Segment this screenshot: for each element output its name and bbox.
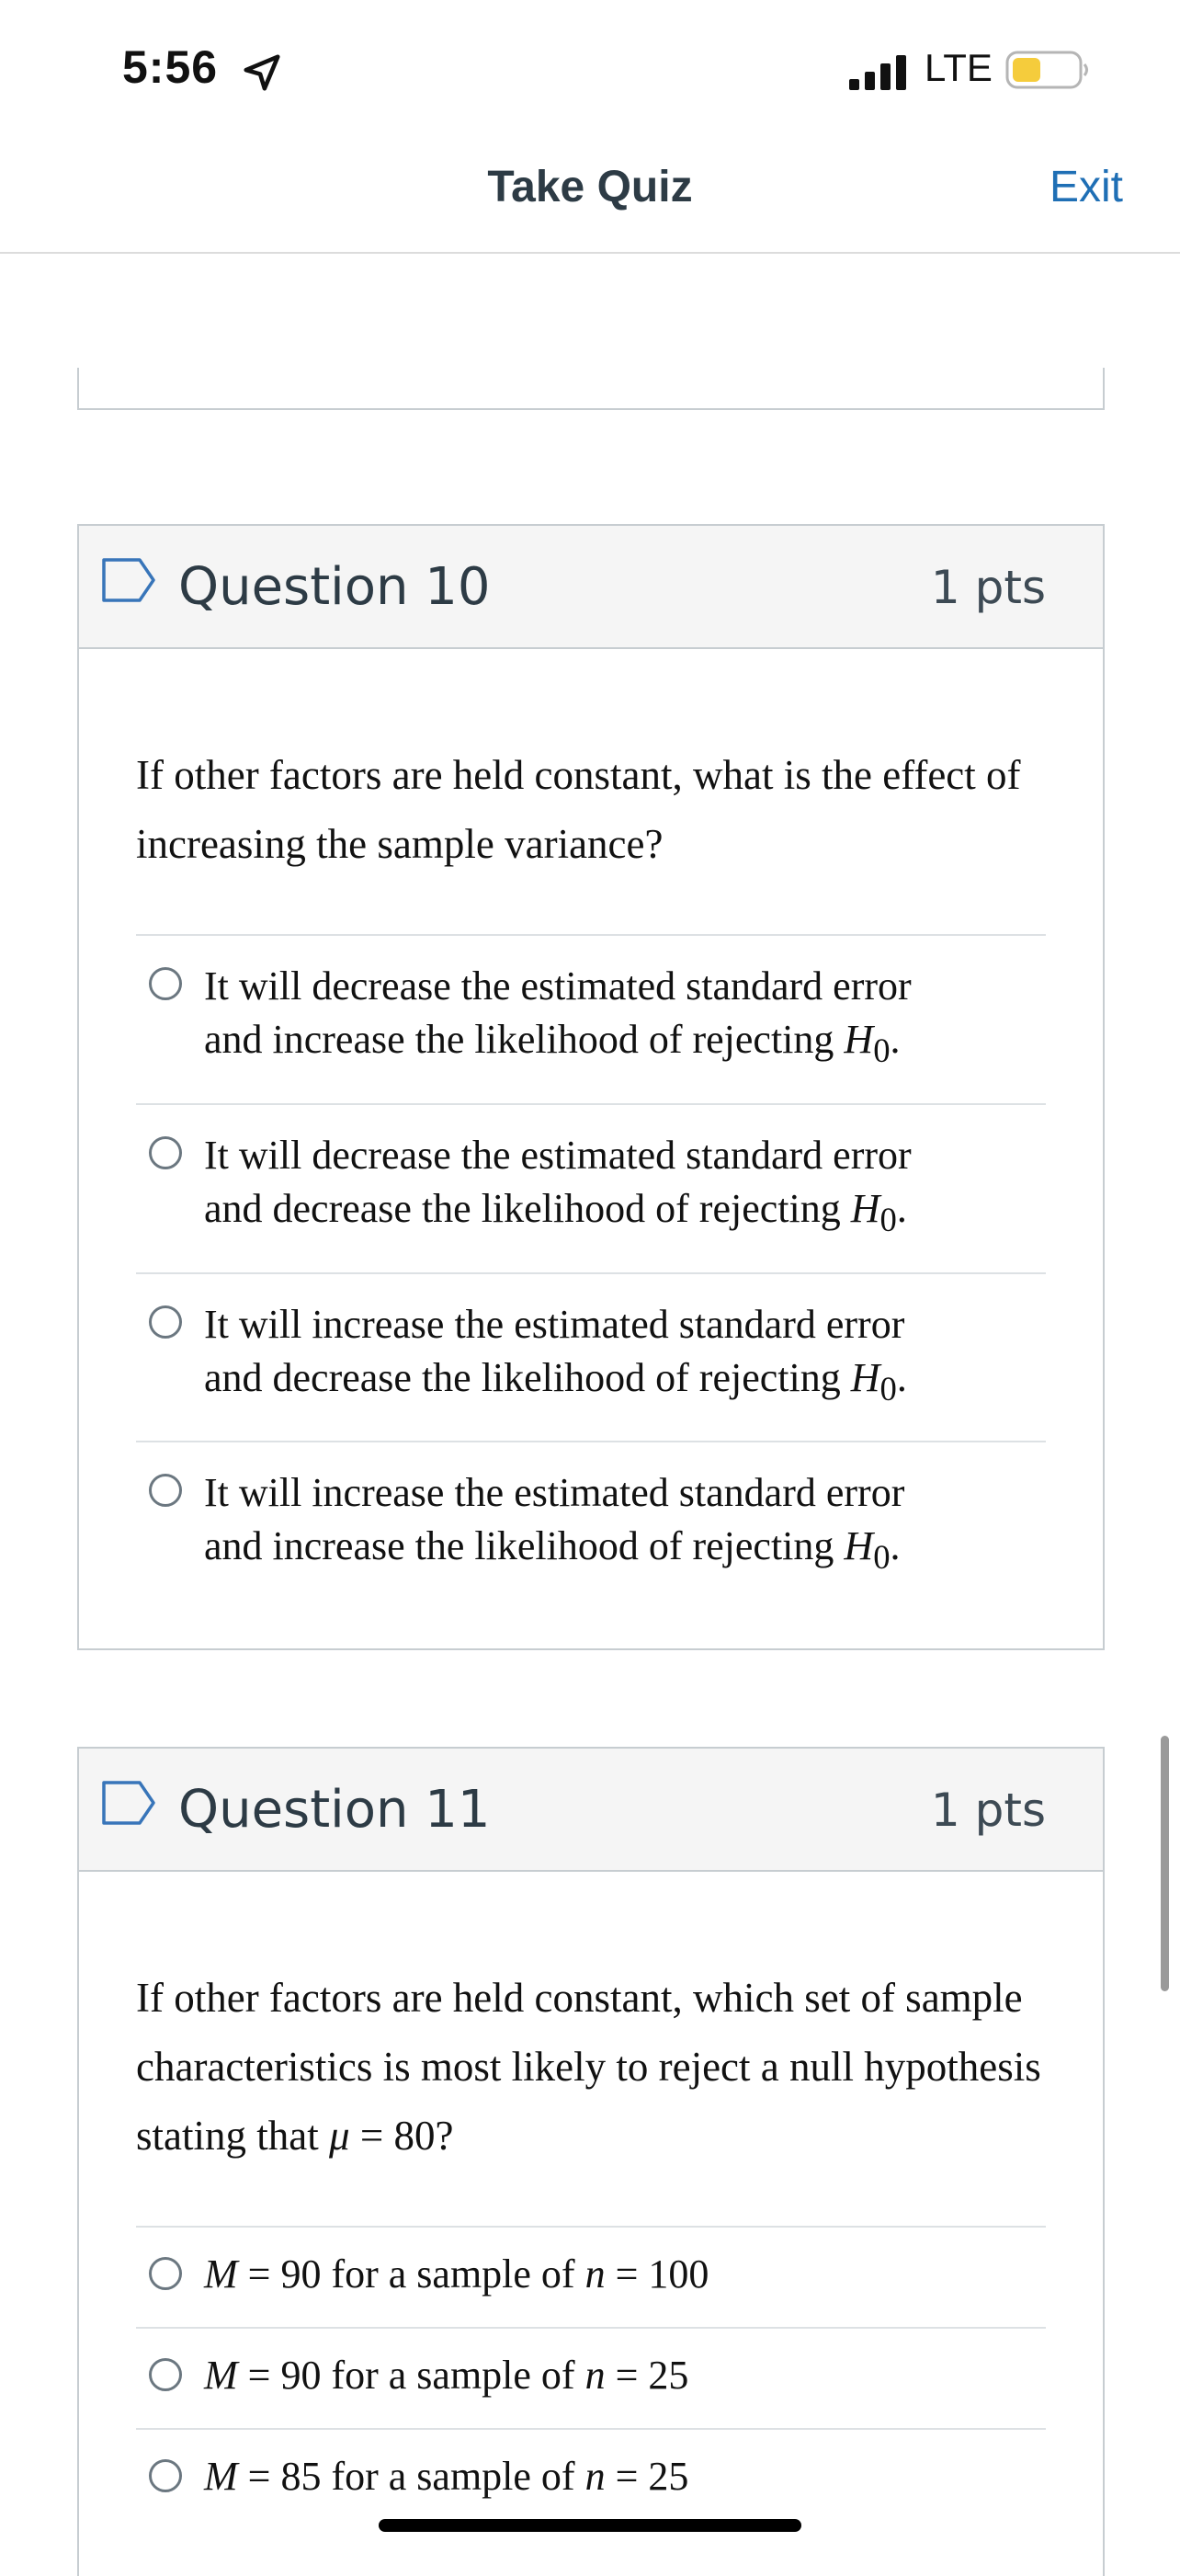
answer-option[interactable]	[136, 2226, 1046, 2327]
math-variable: H	[850, 1354, 880, 1400]
answer-line1: It will increase the estimated standard error	[204, 1301, 905, 1347]
radio-button[interactable]	[149, 2257, 182, 2290]
radio-button[interactable]	[149, 1474, 182, 1507]
math-variable: M	[204, 2353, 238, 2398]
question-header	[79, 526, 1103, 649]
question-points: 1 pts	[930, 561, 1046, 614]
radio-button[interactable]	[149, 1136, 182, 1169]
answer-option[interactable]	[136, 1272, 1046, 1442]
answer-line1: It will decrease the estimated standard error	[204, 963, 912, 1009]
math-variable: H	[844, 1523, 874, 1569]
question-title: Question 11	[178, 1780, 491, 1840]
answer-line2: and increase the likelihood of rejecting	[204, 1523, 845, 1569]
math-variable: n	[584, 2251, 606, 2297]
answer-option[interactable]	[136, 2327, 1046, 2428]
question-card	[77, 524, 1105, 1650]
question-text-pre: If other factors are held constant, which set of sample characteristics is most likely to reject a null hypothesis stating that	[136, 1975, 1041, 2159]
math-variable: M	[204, 2454, 238, 2499]
answer-list	[136, 2226, 1046, 2529]
answer-text: = 90 for a sample of	[237, 2353, 585, 2398]
status-time: 5:56	[122, 41, 219, 93]
home-indicator[interactable]	[379, 2519, 801, 2532]
question-card	[77, 1747, 1105, 2576]
previous-question-box	[77, 368, 1105, 410]
answer-text: = 90 for a sample of	[237, 2251, 585, 2297]
answer-text: = 25	[605, 2454, 689, 2499]
answer-end: .	[890, 1017, 901, 1062]
answer-end: .	[896, 1354, 907, 1400]
answer-end: .	[896, 1185, 907, 1231]
answer-option[interactable]	[136, 1441, 1046, 1648]
answer-line1: It will decrease the estimated standard error	[204, 1132, 912, 1178]
answer-text: = 85 for a sample of	[237, 2454, 585, 2499]
answer-text: = 100	[605, 2251, 709, 2297]
status-bar	[0, 0, 1180, 138]
answer-option[interactable]	[136, 1103, 1046, 1272]
answer-line2: and decrease the likelihood of rejecting	[204, 1354, 851, 1400]
battery-icon	[1005, 50, 1090, 90]
answer-list	[136, 934, 1046, 1648]
question-title: Question 10	[178, 557, 491, 617]
radio-button[interactable]	[149, 2358, 182, 2391]
answer-line2: and decrease the likelihood of rejecting	[204, 1185, 851, 1231]
math-subscript: 0	[873, 1538, 891, 1577]
math-subscript: 0	[879, 1200, 897, 1238]
answer-line1: It will increase the estimated standard error	[204, 1470, 905, 1516]
math-variable: n	[584, 2353, 606, 2398]
math-variable: H	[844, 1017, 874, 1062]
radio-button[interactable]	[149, 967, 182, 1000]
answer-line2: and increase the likelihood of rejecting	[204, 1017, 845, 1062]
math-variable: μ	[328, 2113, 350, 2159]
location-arrow-icon	[241, 51, 283, 94]
navigation-bar	[0, 138, 1180, 254]
page-title: Take Quiz	[487, 163, 693, 211]
math-variable: H	[850, 1185, 880, 1231]
math-subscript: 0	[879, 1369, 897, 1408]
question-text: If other factors are held constant, what is the effect of increasing the sample variance?	[136, 752, 1021, 867]
scrollbar[interactable]	[1161, 1736, 1169, 1991]
math-subscript: 0	[873, 1031, 891, 1069]
answer-option[interactable]	[136, 934, 1046, 1103]
radio-button[interactable]	[149, 1305, 182, 1339]
question-points: 1 pts	[930, 1784, 1046, 1837]
question-text-post: = 80?	[349, 2113, 454, 2159]
math-variable: M	[204, 2251, 238, 2297]
math-variable: n	[584, 2454, 606, 2499]
radio-button[interactable]	[149, 2459, 182, 2492]
answer-option[interactable]	[136, 2428, 1046, 2529]
exit-button[interactable]: Exit	[1049, 163, 1123, 211]
cellular-signal-icon	[849, 53, 910, 90]
question-header	[79, 1749, 1103, 1872]
answer-text: = 25	[605, 2353, 689, 2398]
flag-question-icon[interactable]	[101, 557, 156, 603]
network-type: LTE	[925, 46, 993, 89]
answer-end: .	[890, 1523, 901, 1569]
flag-question-icon[interactable]	[101, 1780, 156, 1826]
question-text	[136, 1964, 1046, 2171]
